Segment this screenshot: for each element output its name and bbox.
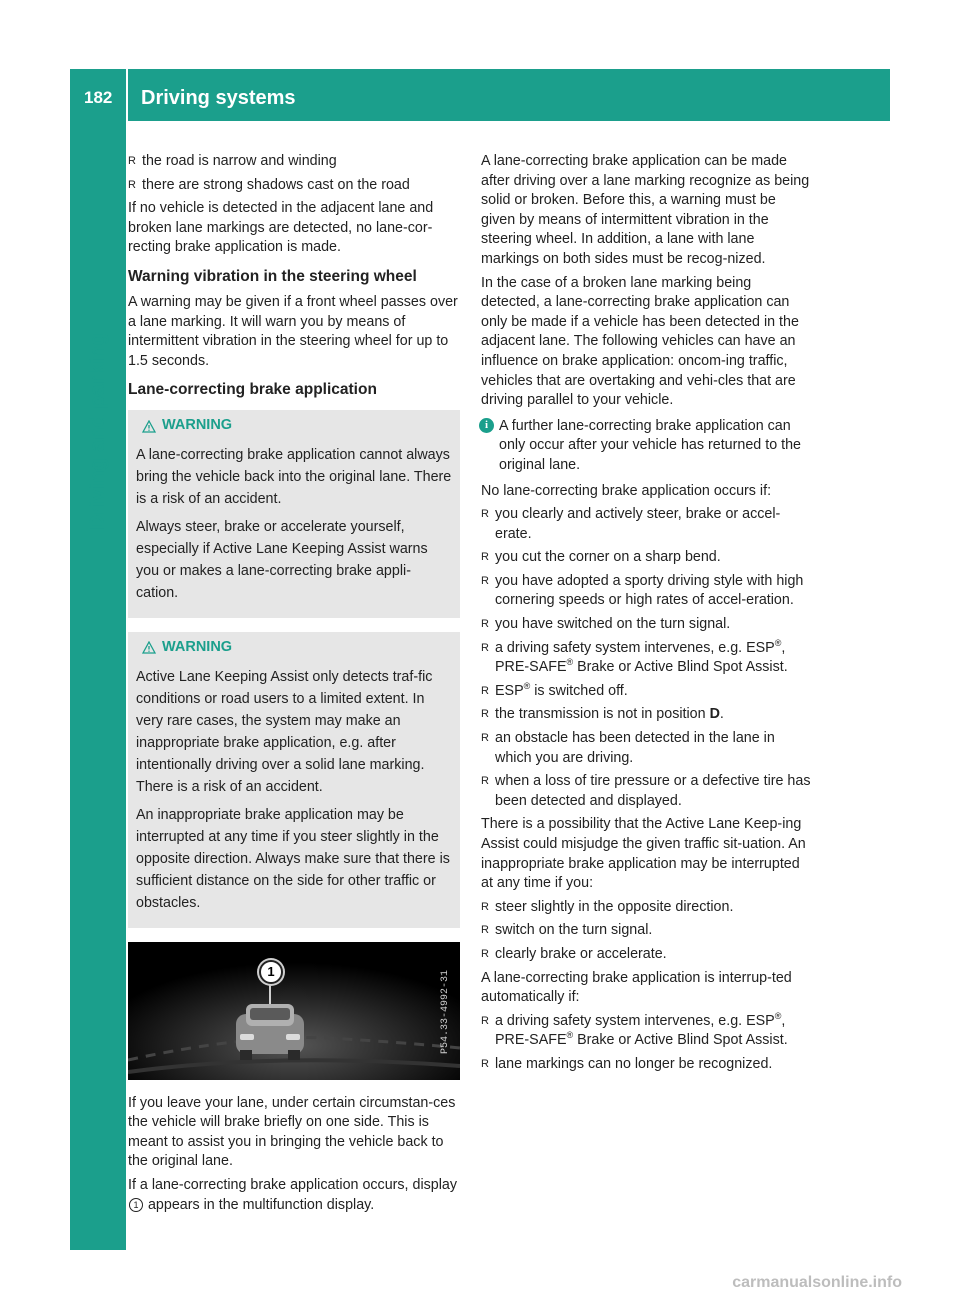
- warning-text: A lane-correcting brake application cannot always bring the vehicle back into the original lane. There is a risk of an accident.: [136, 446, 452, 507]
- warning-text: Active Lane Keeping Assist only detects traf-fic conditions or road users to a limited extent. In very rare cases, the system may make an inappropriate brake application, e.g. after intentionally driving over a solid lane marking. There is a risk of an accident.: [136, 668, 433, 795]
- paragraph: In the case of a broken lane marking being detected, a lane-correcting brake application can only be made if a vehicle has been detected in the adjacent lane. The following vehicles can have an influence on brake application: oncom-ing traffic, vehicles that are overtaking and vehi-cles that are driving parallel to your vehicle.: [481, 274, 799, 409]
- list-item: R you clearly and actively steer, brake or accel-erate.: [481, 506, 781, 542]
- list-item: R a driving safety system intervenes, e.g. ESP®, PRE-SAFE® Brake or Active Blind Spot Assist.: [481, 1010, 788, 1049]
- warning-triangle-icon: [142, 420, 156, 433]
- warning-header: [142, 638, 452, 658]
- figure-code: P54.33-4992-31: [440, 969, 452, 1054]
- warning-box: [128, 632, 460, 928]
- right-column: [481, 152, 813, 1079]
- side-label: Driving and parking: [86, 332, 109, 530]
- list-item: R when a loss of tire pressure or a defective tire has been detected and displayed.: [481, 773, 811, 809]
- warning-triangle-icon: [142, 641, 156, 654]
- list-item: R ESP® is switched off.: [481, 681, 628, 699]
- list-item: R the road is narrow and winding: [128, 152, 460, 172]
- side-band: [70, 121, 126, 1250]
- list-item: R switch on the turn signal.: [481, 922, 653, 939]
- lane-assist-figure: [128, 942, 460, 1080]
- warning-text: An inappropriate brake application may be interrupted at any time if you steer slightly in the opposite direction. Always make sure that there is sufficient distance on the side for other traffic or obstacles.: [136, 806, 450, 911]
- bullet-mark: R: [128, 178, 136, 191]
- list-item: R the transmission is not in position D.: [481, 706, 724, 723]
- list-item: R there are strong shadows cast on the road: [128, 176, 460, 196]
- warning-header: [142, 416, 452, 436]
- paragraph: If a lane-correcting brake application occurs, display 1 appears in the multifunction display.: [128, 1176, 457, 1213]
- paragraph: There is a possibility that the Active Lane Keep-ing Assist could misjudge the given traffic sit-uation. An inappropriate brake application may be interrupted at any time if you:: [481, 816, 806, 892]
- list-item: R lane markings can no longer be recognized.: [481, 1055, 773, 1072]
- paragraph: A warning may be given if a front wheel passes over a lane marking. It will warn you by means of intermittent vibration in the steering wheel for up to 1.5 seconds.: [128, 293, 458, 369]
- warning-title: WARNING: [162, 417, 233, 434]
- list-item: R steer slightly in the opposite direction.: [481, 898, 734, 915]
- left-column: [128, 152, 460, 1219]
- header-divider: [126, 69, 128, 121]
- page-number: 182: [84, 88, 113, 107]
- bullet-mark: R: [128, 155, 136, 167]
- info-note: i A further lane-correcting brake application can only occur after your vehicle has returned to the original lane.: [481, 417, 813, 476]
- subheading: Warning vibration in the steering wheel: [128, 267, 417, 285]
- paragraph: If you leave your lane, under certain circumstan-ces the vehicle will brake briefly on one side. This is meant to assist you in bringing the vehicle back to the original lane.: [128, 1094, 456, 1170]
- car-illustration: [128, 942, 460, 1080]
- list-item: R you cut the corner on a sharp bend.: [481, 549, 721, 566]
- list-item: R you have switched on the turn signal.: [481, 616, 731, 633]
- paragraph: No lane-correcting brake application occurs if:: [481, 482, 772, 499]
- callout-1-icon: 1: [259, 960, 283, 984]
- section-title: Driving systems: [141, 87, 296, 109]
- list-item: R clearly brake or accelerate.: [481, 945, 667, 962]
- paragraph: A lane-correcting brake application can be made after driving over a lane marking recognize as being solid or broken. Before this, a warning must be given by means of intermittent vibration in the steering wheel. In addition, a lane with lane markings on both sides must be recog-nized.: [481, 153, 810, 267]
- list-item: R a driving safety system intervenes, e.g. ESP®, PRE-SAFE® Brake or Active Blind Spot Assist.: [481, 637, 788, 676]
- warning-box: [128, 410, 460, 618]
- warning-text: Always steer, brake or accelerate yourself, especially if Active Lane Keeping Assist warns you or makes a lane-correcting brake appli-cation.: [136, 518, 428, 601]
- subheading: Lane-correcting brake application: [128, 381, 377, 399]
- display-symbol-icon: 1: [129, 1198, 143, 1212]
- warning-title: WARNING: [162, 638, 233, 655]
- list-item: R you have adopted a sporty driving style with high cornering speeds or high rates of accel-eration.: [481, 572, 804, 609]
- list-item: R an obstacle has been detected in the lane in which you are driving.: [481, 730, 775, 766]
- watermark: carmanualsonline.info: [732, 1274, 902, 1291]
- paragraph: A lane-correcting brake application is interrup-ted automatically if:: [481, 969, 792, 1006]
- info-icon: i: [479, 418, 494, 433]
- paragraph: If no vehicle is detected in the adjacent lane and broken lane markings are detected, no lane-cor-recting brake application is made.: [128, 200, 434, 256]
